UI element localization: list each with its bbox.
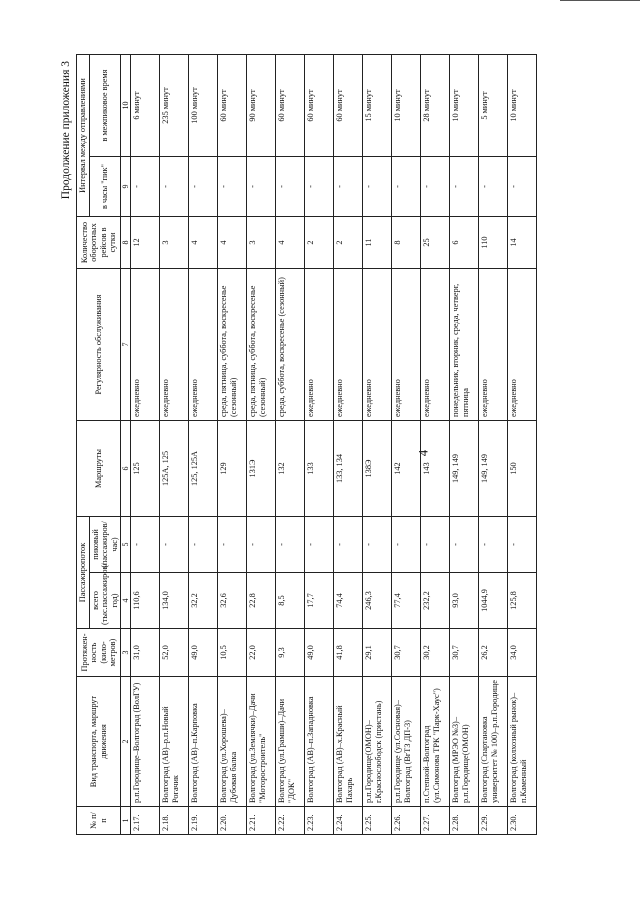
cell-flow-total: 134,0 [160,573,189,629]
table-row [218,54,247,834]
cell-length: 52,0 [160,629,189,677]
cell-flow-total: 22,8 [247,573,276,629]
cell-interval-offpeak: 10 минут [392,54,421,156]
cell-routes: 125А, 125 [160,421,189,517]
cell-flow-total: 1044,9 [479,573,508,629]
cell-flow-total: 232,2 [421,573,450,629]
cell-route: Волгоград (МРЭО №3)–р.п.Городище(ОМОН) [450,677,479,807]
cell-num: 2.22. [276,807,305,835]
column-number: 9 [121,157,131,217]
cell-trips: 25 [421,217,450,269]
cell-trips: 8 [392,217,421,269]
column-number: 6 [121,421,131,517]
cell-interval-offpeak: 235 минут [160,54,189,156]
cell-route: Волгоград (ул.Землячки)–Дачи "Моторостроитель" [247,677,276,807]
cell-length: 30,7 [450,629,479,677]
column-number: 10 [121,54,131,156]
cell-regularity: ежедневно [392,269,421,421]
cell-trips: 2 [334,217,363,269]
cell-interval-offpeak: 60 минут [305,54,334,156]
cell-interval-peak: - [421,157,450,217]
table-row [363,54,392,834]
cell-routes: 131Э [247,421,276,517]
cell-interval-offpeak: 60 минут [218,54,247,156]
header-num: № п/п [77,807,121,835]
cell-num: 2.24. [334,807,363,835]
cell-interval-peak: - [131,157,160,217]
cell-num: 2.21. [247,807,276,835]
cell-route: Волгоград (ул.Хорошева)–Дубовая балка [218,677,247,807]
cell-trips: 4 [276,217,305,269]
cell-interval-peak: - [392,157,421,217]
cell-flow-total: 17,7 [305,573,334,629]
table-row [334,54,363,834]
cell-flow-total: 74,4 [334,573,363,629]
column-number: 7 [121,269,131,421]
cell-flow-total: 110,6 [131,573,160,629]
cell-flow-total: 8,5 [276,573,305,629]
cell-interval-peak: - [334,157,363,217]
cell-flow-total: 32,6 [218,573,247,629]
table-row [421,54,450,834]
cell-interval-offpeak: 10 минут [508,54,537,156]
cell-flow-peak: - [479,517,508,573]
cell-trips: 4 [218,217,247,269]
cell-length: 29,1 [363,629,392,677]
cell-regularity: среда, пятница, суббота, воскресенье (сезонный) [218,269,247,421]
cell-num: 2.28. [450,807,479,835]
cell-interval-peak: - [508,157,537,217]
table-row [276,54,305,834]
cell-length: 22,0 [247,629,276,677]
transport-routes-table [76,54,537,835]
cell-routes: 143 [421,421,450,517]
cell-num: 2.25. [363,807,392,835]
header-length: Протяжен-ность (кило-метров) [77,629,121,677]
cell-trips: 12 [131,217,160,269]
cell-interval-peak: - [305,157,334,217]
cell-num: 2.29. [479,807,508,835]
cell-route: р.п.Городище(ОМОН)–г.Краснослободск (пристань) [363,677,392,807]
cell-num: 2.19. [189,807,218,835]
cell-route: п.Степной–Волгоград (ул.Симонова ТРК "Парк-Хаус") [421,677,450,807]
cell-flow-peak: - [247,517,276,573]
cell-flow-peak: - [189,517,218,573]
cell-regularity: ежедневно [131,269,160,421]
cell-flow-peak: - [334,517,363,573]
header-interval-offpeak: в межпиковое время [89,54,121,156]
cell-route: Волгоград (колхозный рынок)–п.Каменный [508,677,537,807]
cell-regularity: ежедневно [189,269,218,421]
cell-interval-peak: - [276,157,305,217]
column-number: 8 [121,217,131,269]
cell-flow-peak: - [160,517,189,573]
cell-regularity: ежедневно [421,269,450,421]
cell-flow-total: 125,8 [508,573,537,629]
cell-length: 41,8 [334,629,363,677]
cell-interval-peak: - [247,157,276,217]
cell-routes: 125 [131,421,160,517]
cell-interval-offpeak: 6 минут [131,54,160,156]
header-flow-peak: пиковый (пассажиров/час) [89,517,121,573]
cell-length: 10,5 [218,629,247,677]
cell-routes: 142 [392,421,421,517]
cell-regularity: ежедневно [508,269,537,421]
header-flow-total: всего (тыс.пассажиров/год) [89,573,121,629]
cell-trips: 110 [479,217,508,269]
cell-length: 9,3 [276,629,305,677]
cell-trips: 4 [189,217,218,269]
cell-num: 2.26. [392,807,421,835]
header-regularity: Регулярность обслуживания [77,269,121,421]
cell-trips: 2 [305,217,334,269]
column-number: 1 [121,807,131,835]
table-row [305,54,334,834]
cell-routes: 129 [218,421,247,517]
cell-regularity: ежедневно [160,269,189,421]
cell-num: 2.17. [131,807,160,835]
cell-routes: 138Э [363,421,392,517]
cell-trips: 11 [363,217,392,269]
cell-regularity: ежедневно [363,269,392,421]
cell-trips: 6 [450,217,479,269]
cell-regularity: понедельник, вторник, среда, четверг, пятница [450,269,479,421]
column-number: 2 [121,677,131,807]
cell-routes: 132 [276,421,305,517]
page-number: 4 [415,449,431,457]
cell-length: 49,0 [189,629,218,677]
cell-flow-peak: - [450,517,479,573]
cell-trips: 3 [160,217,189,269]
header-flow: Пассажиропоток [77,517,90,629]
cell-regularity: среда, пятница, суббота, воскресенье (сезонный) [247,269,276,421]
cell-num: 2.20. [218,807,247,835]
cell-flow-total: 93,0 [450,573,479,629]
cell-regularity: среда, суббота, воскресенье (сезонный) [276,269,305,421]
table-row [160,54,189,834]
cell-routes: 149, 149 [479,421,508,517]
cell-interval-offpeak: 10 минут [450,54,479,156]
cell-interval-offpeak: 60 минут [276,54,305,156]
cell-route: Волгоград (АВ)–п.Западновка [305,677,334,807]
cell-length: 30,7 [392,629,421,677]
cell-interval-offpeak: 90 минут [247,54,276,156]
column-number: 3 [121,629,131,677]
cell-interval-offpeak: 5 минут [479,54,508,156]
cell-interval-offpeak: 28 минут [421,54,450,156]
table-row [247,54,276,834]
cell-flow-peak: - [508,517,537,573]
cell-regularity: ежедневно [479,269,508,421]
header-routes: Маршруты [77,421,121,517]
cell-flow-total: 77,4 [392,573,421,629]
cell-regularity: ежедневно [334,269,363,421]
column-number-row [121,54,131,834]
cell-regularity: ежедневно [305,269,334,421]
cell-routes: 133 [305,421,334,517]
cell-flow-peak: - [392,517,421,573]
cell-routes: 133, 134 [334,421,363,517]
cell-interval-peak: - [218,157,247,217]
cell-length: 30,2 [421,629,450,677]
cell-flow-peak: - [276,517,305,573]
cell-route: р.п.Городище–Волгоград (ВолГУ) [131,677,160,807]
header-trips: Количество оборотных рейсов в сутки [77,217,121,269]
cell-num: 2.27. [421,807,450,835]
cell-length: 26,2 [479,629,508,677]
cell-interval-offpeak: 60 минут [334,54,363,156]
table-row [508,54,537,834]
table-row [450,54,479,834]
header-interval-peak: в часы "пик" [89,157,121,217]
header-interval: Интервал между отправлениями [77,54,90,216]
cell-num: 2.30. [508,807,537,835]
cell-route: Волгоград (Спартановка университет № 100)–р.п.Городище [479,677,508,807]
column-number: 5 [121,517,131,573]
cell-interval-peak: - [479,157,508,217]
cell-routes: 149, 149 [450,421,479,517]
cell-length: 34,0 [508,629,537,677]
table-row [479,54,508,834]
column-number: 4 [121,573,131,629]
cell-interval-peak: - [189,157,218,217]
cell-length: 49,0 [305,629,334,677]
cell-flow-peak: - [218,517,247,573]
cell-length: 31,0 [131,629,160,677]
cell-num: 2.23. [305,807,334,835]
cell-interval-offpeak: 15 минут [363,54,392,156]
table-row [392,54,421,834]
table-row [131,54,160,834]
cell-flow-total: 246,3 [363,573,392,629]
cell-flow-peak: - [131,517,160,573]
cell-interval-peak: - [160,157,189,217]
cell-interval-peak: - [450,157,479,217]
cell-route: р.п.Городище (ул.Сосновая)–Волгоград (ВгТЗ ДП-3) [392,677,421,807]
cell-trips: 14 [508,217,537,269]
cell-route: Волгоград (АВ)–х.Красный Пахарь [334,677,363,807]
cell-flow-peak: - [421,517,450,573]
continuation-note: Продолжение приложения 3 [60,61,72,200]
cell-interval-offpeak: 100 минут [189,54,218,156]
cell-route: Волгоград (АВ)–р.п.Новый Рогачик [160,677,189,807]
cell-route: Волгоград (АВ)–п.Карповка [189,677,218,807]
table-row [189,54,218,834]
cell-flow-peak: - [305,517,334,573]
cell-route: Волгоград (ул.Грамши)–Дачи "ДОК" [276,677,305,807]
rotated-table-block [60,55,575,835]
cell-routes: 150 [508,421,537,517]
cell-interval-peak: - [363,157,392,217]
cell-trips: 3 [247,217,276,269]
cell-flow-peak: - [363,517,392,573]
header-route: Вид транспорта, маршрут движения [77,677,121,807]
cell-routes: 125, 125А [189,421,218,517]
cell-flow-total: 32,2 [189,573,218,629]
cell-num: 2.18. [160,807,189,835]
